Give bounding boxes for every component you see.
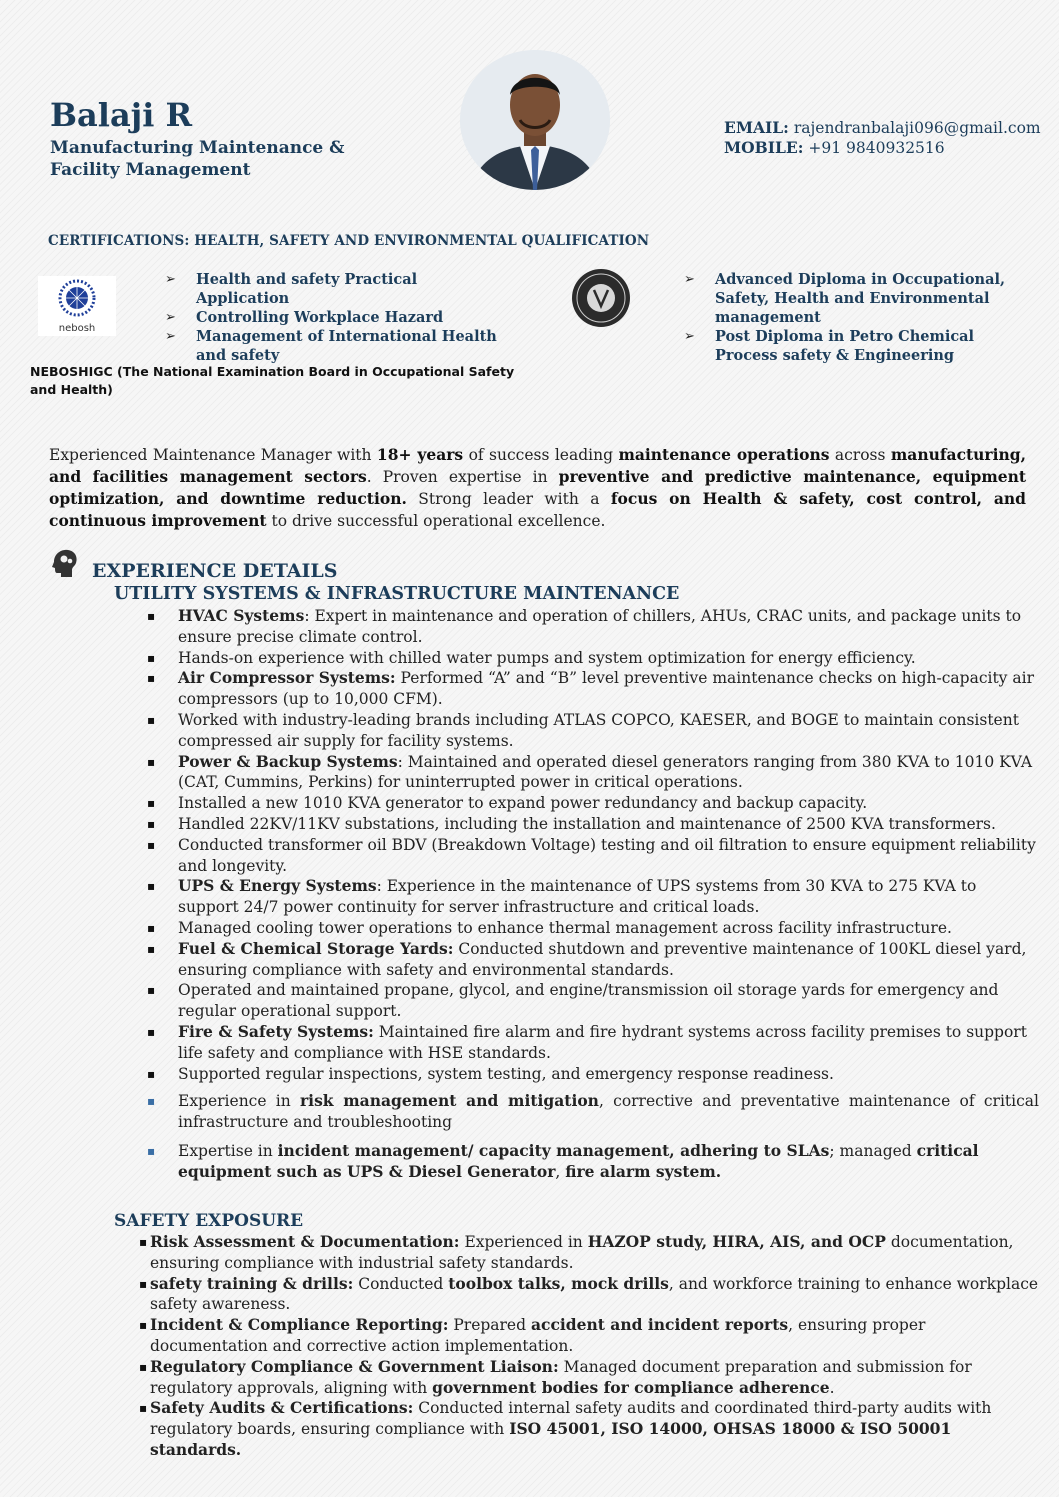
- list-item: ➢ Advanced Diploma in Occupational, Safety, Health and Environmental management: [684, 271, 1006, 326]
- list-item: ▪ Managed cooling tower operations to enhance thermal management across facility infrastructure.: [147, 918, 952, 937]
- list-item: ▪ Fire & Safety Systems: Maintained fire alarm and fire hydrant systems across facility premises to support life safety and compliance with HSE standards.: [147, 1021, 1027, 1062]
- bullet-icon: ▪: [147, 671, 156, 686]
- experience-heading: EXPERIENCE DETAILS: [92, 560, 338, 582]
- certifications-list-right: [684, 270, 1024, 365]
- list-item: ▪ Handled 22KV/11KV substations, including the installation and maintenance of 2500 KVA transformers.: [147, 814, 996, 833]
- bullet-icon: ▪: [147, 650, 156, 665]
- list-item: ▪ safety training & drills: Conducted toolbox talks, mock drills, and workforce training to enhance workplace safety awareness.: [139, 1273, 1039, 1314]
- certification-stamp-icon: [566, 268, 636, 328]
- list-item: ▪ Experience in risk management and mitigation, corrective and preventative maintenance of critical infrastructure and troubleshooting: [147, 1091, 1039, 1132]
- bullet-icon: ▪: [147, 816, 156, 831]
- nebosh-logo: [38, 276, 116, 336]
- profile-summary: Experienced Maintenance Manager with 18+ years of success leading maintenance operations across manufacturing, and facilities management sectors. Proven expertise in preventive and predictive maintenance, equipment optimization, and downtime reduction. Strong leader with a focus on Health & safety, cost control, and continuous improvement to drive successful operational excellence.: [49, 445, 1027, 530]
- arrow-icon: ➢: [684, 329, 695, 344]
- bullet-icon: ▪: [147, 879, 156, 894]
- list-item: ➢ Health and safety Practical Application: [165, 271, 418, 307]
- list-item: ▪ Operated and maintained propane, glycol, and engine/transmission oil storage yards for emergency and regular operational support.: [147, 981, 999, 1021]
- bullet-icon: ▪: [139, 1401, 148, 1416]
- arrow-icon: ➢: [165, 272, 176, 287]
- email-row: [724, 118, 1041, 138]
- bullet-icon: ▪: [139, 1359, 148, 1374]
- list-item: ▪ Worked with industry-leading brands including ATLAS COPCO, KAESER, and BOGE to maintain consistent compressed air supply for facility systems.: [147, 710, 1019, 750]
- title-line-1: Manufacturing Maintenance &: [50, 138, 345, 158]
- bullet-icon: ▪: [147, 983, 156, 998]
- bullet-icon: ▪: [147, 1066, 156, 1081]
- list-item: ➢ Controlling Workplace Hazard: [165, 309, 444, 326]
- list-item: ▪ Regulatory Compliance & Government Liaison: Managed document preparation and submission for regulatory approvals, aligning with government bodies for compliance adherence.: [139, 1356, 972, 1397]
- bullet-icon: ▪: [147, 796, 156, 811]
- list-item: ▪ Conducted transformer oil BDV (Breakdown Voltage) testing and oil filtration to ensure equipment reliability and longevity.: [147, 835, 1036, 875]
- list-item: ▪ Supported regular inspections, system testing, and emergency response readiness.: [147, 1064, 834, 1083]
- list-item: ▪ Risk Assessment & Documentation: Experienced in HAZOP study, HIRA, AIS, and OCP documentation, ensuring compliance with industrial safety standards.: [139, 1232, 1014, 1272]
- certifications-heading: CERTIFICATIONS: HEALTH, SAFETY AND ENVIRONMENTAL QUALIFICATION: [48, 233, 650, 249]
- brain-gears-icon: [50, 548, 80, 578]
- list-item: ▪ UPS & Energy Systems: Experience in the maintenance of UPS systems from 30 KVA to 275 KVA to support 24/7 power continuity for server infrastructure and critical loads.: [147, 876, 977, 917]
- list-item: ▪ Power & Backup Systems: Maintained and operated diesel generators ranging from 380 KVA to 1010 KVA (CAT, Cummins, Perkins) for uninterrupted power in critical operations.: [147, 751, 1033, 792]
- profile-photo: [460, 50, 610, 190]
- nebosh-note: NEBOSHIGC (The National Examination Board in Occupational Safety and Health): [30, 364, 515, 397]
- candidate-name: Balaji R: [50, 96, 193, 134]
- list-item: ▪ Fuel & Chemical Storage Yards: Conducted shutdown and preventive maintenance of 100KL diesel yard, ensuring compliance with safety and environmental standards.: [147, 938, 1027, 979]
- contact-block: [724, 118, 1041, 158]
- list-item: ➢ Management of International Health and safety: [165, 328, 497, 364]
- bullet-icon: ▪: [147, 920, 156, 935]
- bullet-icon: ▪: [147, 609, 156, 623]
- bullet-icon: ▪: [139, 1318, 148, 1333]
- mobile-label: MOBILE:: [724, 138, 804, 157]
- list-item: ▪ Installed a new 1010 KVA generator to expand power redundancy and backup capacity.: [147, 794, 868, 813]
- bullet-icon: ▪: [139, 1235, 148, 1249]
- arrow-icon: ➢: [165, 310, 176, 325]
- list-item: ▪ Air Compressor Systems: Performed “A” and “B” level preventive maintenance checks on high-capacity air compressors (up to 10,000 CFM).: [147, 668, 1034, 709]
- list-item: ▪ Hands-on experience with chilled water pumps and system optimization for energy efficiency.: [147, 648, 916, 667]
- nebosh-logo-text: nebosh: [58, 323, 96, 334]
- mobile-row: [724, 138, 1041, 158]
- bullet-icon: ▪: [147, 1143, 156, 1158]
- bullet-icon: ▪: [147, 1024, 156, 1039]
- safety-heading: SAFETY EXPOSURE: [114, 1211, 304, 1231]
- bullet-icon: ▪: [147, 754, 156, 769]
- mobile-value[interactable]: +91 9840932516: [808, 139, 945, 157]
- bullet-icon: ▪: [139, 1276, 148, 1291]
- email-value[interactable]: rajendranbalaji096@gmail.com: [793, 119, 1041, 137]
- bullet-icon: ▪: [147, 941, 156, 956]
- bullet-icon: ▪: [147, 837, 156, 852]
- bullet-icon: ▪: [147, 712, 156, 727]
- utility-subheading: UTILITY SYSTEMS & INFRASTRUCTURE MAINTENANCE: [114, 584, 680, 604]
- utility-list: [147, 606, 1039, 1183]
- candidate-title: [50, 137, 380, 181]
- list-item: ➢ Post Diploma in Petro Chemical Process safety & Engineering: [684, 328, 975, 364]
- bullet-icon: ▪: [147, 1094, 156, 1109]
- title-line-2: Facility Management: [50, 160, 251, 180]
- email-label: EMAIL:: [724, 118, 789, 137]
- list-item: ▪ Safety Audits & Certifications: Conducted internal safety audits and coordinated third-party audits with regulatory boards, ensuring compliance with ISO 45001, ISO 14000, OHSAS 18000 & ISO 50001 standards.: [139, 1398, 992, 1459]
- arrow-icon: ➢: [684, 272, 695, 287]
- list-item: ▪ HVAC Systems: Expert in maintenance and operation of chillers, AHUs, CRAC units, and package units to ensure precise climate control.: [147, 606, 1022, 646]
- list-item: ▪ Expertise in incident management/ capacity management, adhering to SLAs; managed critical equipment such as UPS & Diesel Generator, fire alarm system.: [147, 1140, 979, 1181]
- certifications-list-left: [165, 270, 505, 365]
- arrow-icon: ➢: [165, 329, 176, 344]
- list-item: ▪ Incident & Compliance Reporting: Prepared accident and incident reports, ensuring proper documentation and corrective action implementation.: [139, 1315, 926, 1355]
- safety-list: [139, 1232, 1044, 1461]
